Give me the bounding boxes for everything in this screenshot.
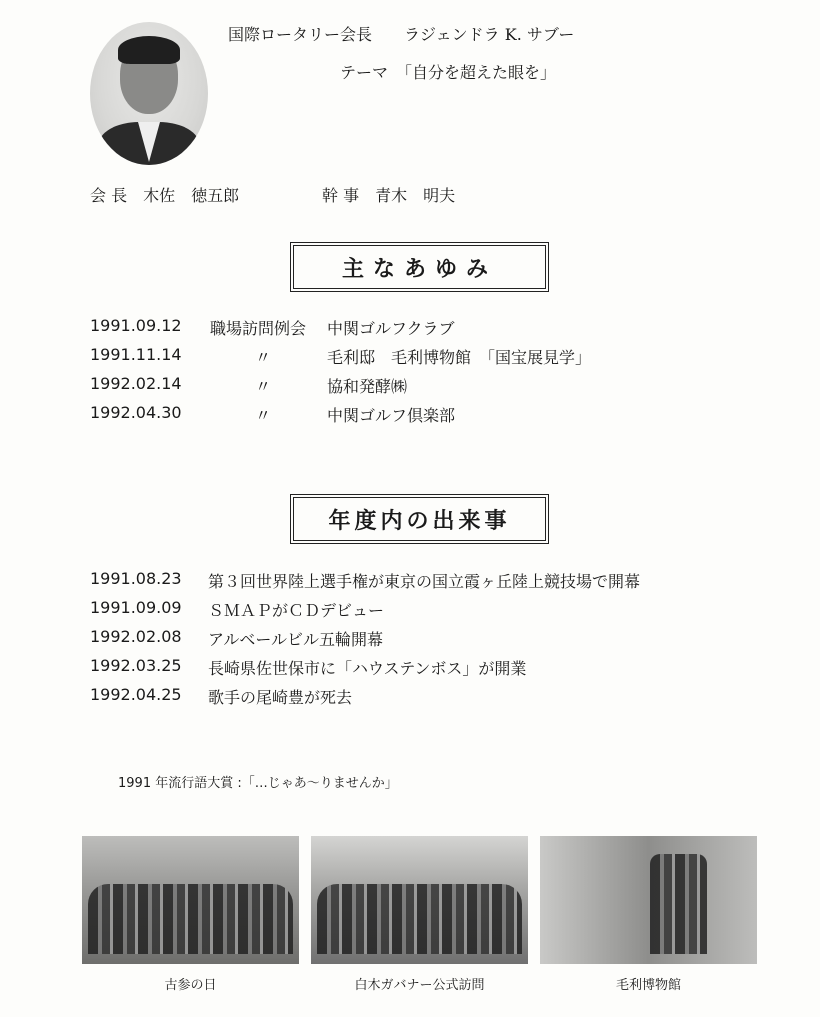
activity-date: 1992.02.14: [90, 374, 182, 393]
event-text: ＳＭＡＰがＣＤデビュー: [208, 601, 385, 620]
group-photo-veterans-day: [82, 836, 299, 964]
event-date: 1992.02.08: [90, 627, 182, 646]
activity-place: 毛利邸 毛利博物館 「国宝展見学」: [327, 348, 592, 367]
activity-place: 中関ゴルフクラブ: [327, 319, 455, 338]
activity-date: 1992.04.30: [90, 403, 182, 422]
events-heading-box: [290, 494, 549, 544]
club-secretary: 幹 事 青木 明夫: [322, 186, 456, 205]
event-text: 第３回世界陸上選手権が東京の国立霞ヶ丘陸上競技場で開幕: [208, 572, 641, 591]
activity-type: 職場訪問例会: [210, 319, 307, 338]
event-text: 長崎県佐世保市に「ハウステンボス」が開業: [208, 659, 527, 678]
event-date: 1992.04.25: [90, 685, 182, 704]
activity-type: 〃: [255, 406, 272, 425]
photo-caption: 白木ガバナー公式訪問: [354, 978, 485, 993]
buzzword-award: 1991 年流行語大賞 :「…じゃあ～りませんか」: [118, 776, 398, 791]
photo-caption: 古参の日: [164, 978, 217, 993]
photo-caption: 毛利博物館: [615, 978, 681, 993]
activity-type: 〃: [255, 377, 272, 396]
event-date: 1992.03.25: [90, 656, 182, 675]
activity-place: 中関ゴルフ倶楽部: [327, 406, 456, 425]
ri-president-line: 国際ロータリー会長 ラジェンドラ K. サブー: [228, 25, 575, 44]
activity-date: 1991.11.14: [90, 345, 182, 364]
club-president: 会 長 木佐 徳五郎: [90, 186, 240, 205]
activities-heading-box: [290, 242, 549, 292]
event-date: 1991.08.23: [90, 569, 182, 588]
president-portrait: [90, 22, 208, 165]
group-photo-governor-visit: [311, 836, 528, 964]
activities-heading: 主なあゆみ: [293, 245, 546, 289]
events-heading: 年度内の出来事: [293, 497, 546, 541]
theme-line: テーマ 「自分を超えた眼を」: [340, 63, 557, 82]
event-date: 1991.09.09: [90, 598, 182, 617]
activity-date: 1991.09.12: [90, 316, 182, 335]
activity-place: 協和発酵㈱: [327, 377, 408, 396]
photo-mori-museum: [540, 836, 757, 964]
activity-type: 〃: [255, 348, 272, 367]
event-text: 歌手の尾崎豊が死去: [208, 688, 353, 707]
event-text: アルベールビル五輪開幕: [208, 630, 384, 649]
